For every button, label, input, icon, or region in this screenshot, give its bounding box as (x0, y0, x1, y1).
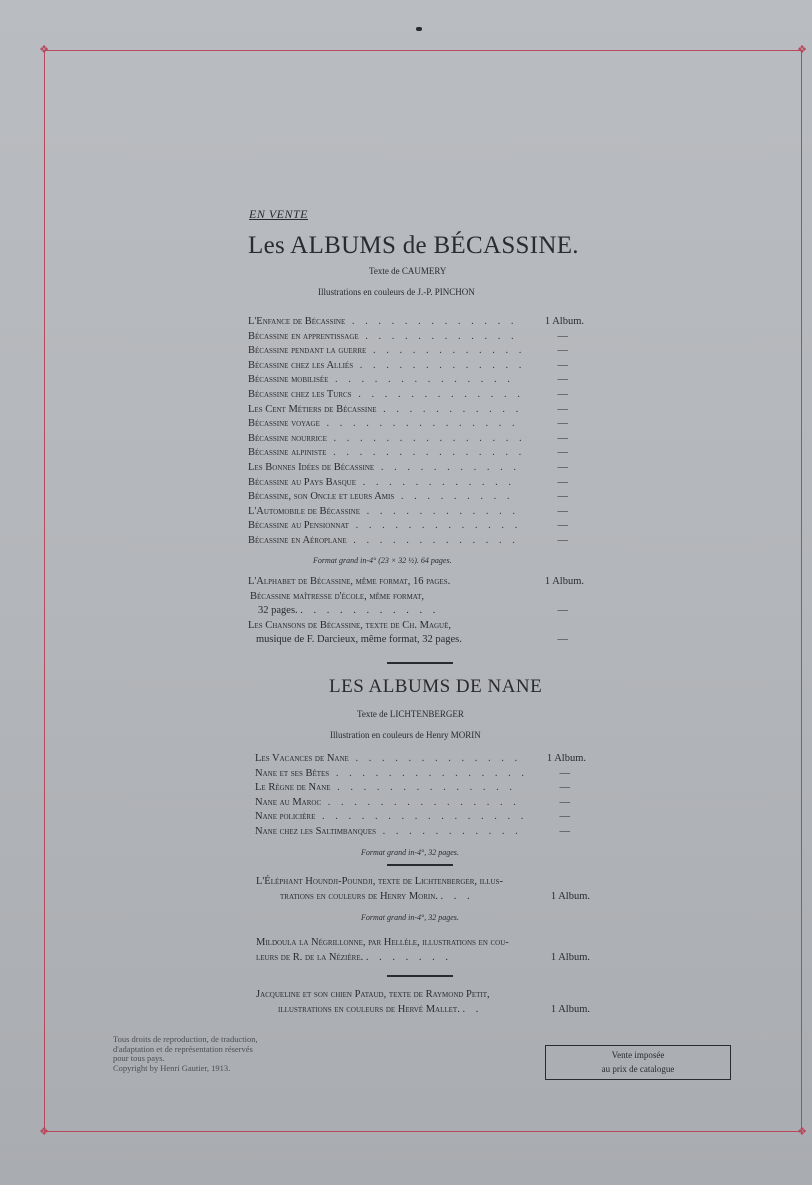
list-item (248, 575, 588, 590)
becassine-format: Format grand in-4° (23 × 32 ½). 64 pages. (313, 556, 452, 565)
chansons-detail: musique de F. Darcieux, même format, 32 pages. (256, 634, 462, 646)
album-title: Le Règne de Nane (255, 782, 331, 794)
list-item (248, 534, 588, 549)
album-title: Bécassine nourrice (248, 432, 327, 444)
leader-dots: . . . . . . . . . . . . . . . (321, 796, 520, 808)
album-title: Bécassine au Pays Basque (248, 476, 356, 488)
leader-dots: . . . . . . . . . . . (300, 605, 440, 617)
chansons-value: — (557, 634, 568, 646)
copyright-notice (113, 1035, 363, 1073)
list-item (248, 461, 588, 476)
album-count: — (557, 476, 568, 488)
becassine-album-list (248, 315, 588, 549)
album-count: — (557, 491, 568, 503)
leader-dots: . . . . . . . . . . . . . . . (326, 447, 526, 459)
leader-dots: . . . . . . . . . . . . . . . (319, 418, 519, 430)
elephant-line1: L'Éléphant Houndji-Poundji, texte de Lichtenberger, illus- (256, 876, 503, 887)
rights-line: Tous droits de reproduction, de traduction, (113, 1034, 258, 1044)
album-count: — (557, 505, 568, 517)
album-count: — (559, 825, 570, 837)
album-title: Les Vacances de Nane (255, 753, 349, 764)
album-title: Les Cent Métiers de Bécassine (248, 403, 377, 415)
leader-dots: . . . . . . . . . . . (376, 403, 523, 415)
jacqueline-entry (256, 988, 590, 1017)
album-title: Les Bonnes Idées de Bécassine (248, 461, 375, 473)
corner-ornament-icon: ❖ (797, 1126, 807, 1138)
album-count: — (557, 374, 568, 386)
maitresse-title: Bécassine maîtresse d'école, même format, (250, 590, 424, 602)
album-title: Bécassine voyage (248, 418, 320, 430)
leader-dots: . . . . . . . . . . . . . . (328, 374, 514, 386)
album-title: Nane au Maroc (255, 796, 322, 808)
maitresse-pages: 32 pages. (258, 605, 298, 617)
elephant-line2: trations en couleurs de Henry Morin. (280, 890, 438, 902)
jacqueline-value: 1 Album. (550, 1003, 590, 1015)
divider (387, 975, 453, 977)
leader-dots: . . . . . . . . . . . . (360, 505, 520, 517)
list-item (248, 432, 588, 447)
leader-dots: . . . . . . . . . . . . (366, 345, 526, 357)
en-vente-label: EN VENTE (249, 207, 309, 221)
leader-dots: . . . . . . . . . . . . (355, 476, 515, 488)
album-count: — (557, 432, 568, 444)
album-title: Nane et ses Bêtes (255, 767, 330, 779)
album-count: — (557, 359, 568, 371)
album-title: L'Enfance de Bécassine (248, 316, 346, 327)
list-item (248, 359, 588, 374)
rights-line: d'adaptation et de représentation réservés (113, 1043, 253, 1054)
album-count: — (557, 345, 568, 357)
album-title: Bécassine, son Oncle et leurs Amis (248, 491, 395, 503)
list-item (256, 951, 590, 966)
list-item (248, 344, 588, 359)
leader-dots: . . . . . . . . . . . (375, 825, 522, 837)
list-item (248, 633, 588, 648)
leader-dots: . . . (440, 890, 474, 902)
becassine-title: Les ALBUMS de BÉCASSINE. (248, 232, 579, 259)
album-count: — (557, 330, 568, 342)
list-item (248, 388, 588, 403)
list-item (256, 1003, 590, 1018)
leader-dots: . . . . . . . . . . . . . . . (329, 767, 528, 779)
nane-author: Texte de LICHTENBERGER (357, 709, 464, 719)
album-count: — (557, 461, 568, 473)
jacqueline-line2: illustrations en couleurs de Hervé Mallet. (278, 1003, 460, 1015)
leader-dots: . . . . . . . . . (394, 491, 514, 503)
list-item (248, 619, 588, 634)
list-item (248, 446, 588, 461)
album-title: Bécassine au Pensionnat (248, 520, 349, 532)
album-title: Bécassine pendant la guerre (248, 345, 367, 357)
album-count: — (557, 403, 568, 415)
jacqueline-line1: Jacqueline et son chien Pataud, texte de Raymond Petit, (256, 989, 490, 1000)
list-item (248, 590, 588, 605)
album-count: — (559, 767, 570, 779)
list-item (255, 825, 590, 840)
album-title: Bécassine chez les Alliés (248, 359, 354, 371)
price-notice-line: Vente imposée (611, 1050, 665, 1060)
alphabet-title: L'Alphabet de Bécassine, même format, 16 pages. (248, 576, 451, 587)
list-item (248, 476, 588, 491)
leader-dots: . . . . . . . . . . . . . (351, 388, 524, 400)
album-count: — (559, 811, 570, 823)
divider (387, 662, 453, 664)
list-item (255, 796, 590, 811)
album-count: 1 Album. (544, 316, 584, 327)
mildoula-entry (256, 936, 590, 965)
album-count: — (557, 520, 568, 532)
list-item (248, 490, 588, 505)
list-item (255, 781, 590, 796)
album-title: Nane policière (255, 811, 316, 823)
list-item (255, 752, 590, 767)
mildoula-line2: leurs de R. de la Nézière. (256, 951, 364, 963)
price-notice-line: au prix de catalogue (601, 1064, 675, 1074)
list-item (255, 767, 590, 782)
nane-illustrator: Illustration en couleurs de Henry MORIN (330, 730, 481, 740)
corner-ornament-icon: ❖ (39, 44, 49, 56)
leader-dots: . . . . . . . . . . . . (358, 330, 518, 342)
leader-dots: . . . . . . . . . . . . . (353, 359, 526, 371)
list-item (248, 330, 588, 345)
divider (387, 864, 453, 866)
album-count: 1 Album. (546, 753, 586, 764)
price-notice-box (545, 1045, 731, 1080)
album-title: Bécassine mobilisée (248, 374, 329, 386)
nane-format: Format grand in-4°, 32 pages. (361, 848, 459, 857)
rights-line: pour tous pays. (113, 1053, 165, 1063)
leader-dots: . . . . . . . . . . . . . . . . (315, 811, 528, 823)
list-item (248, 315, 588, 330)
becassine-extra-albums (248, 575, 588, 648)
leader-dots: . . . . . . . . . . . . . . . (326, 432, 526, 444)
maitresse-value: — (557, 605, 568, 617)
list-item (255, 810, 590, 825)
leader-dots: . . (462, 1003, 483, 1015)
album-count: — (557, 418, 568, 430)
leader-dots: . . . . . . . . . . . . . (348, 753, 522, 764)
leader-dots: . . . . . . . . . . . . . . (330, 782, 517, 794)
list-item (248, 403, 588, 418)
elephant-format: Format grand in-4°, 32 pages. (361, 913, 459, 922)
list-item (248, 604, 588, 619)
list-item (248, 373, 588, 388)
mildoula-value: 1 Album. (550, 951, 590, 963)
leader-dots: . . . . . . . . . . . . . (346, 534, 519, 546)
album-title: Bécassine en apprentissage (248, 330, 359, 342)
leader-dots: . . . . . . . . . . . . . (345, 316, 518, 327)
list-item (248, 519, 588, 534)
list-item (248, 505, 588, 520)
album-count: — (557, 447, 568, 459)
album-title: Bécassine chez les Turcs (248, 388, 352, 400)
leader-dots: . . . . . . . (365, 951, 452, 963)
album-count: — (557, 388, 568, 400)
album-count: — (557, 534, 568, 546)
elephant-value: 1 Album. (550, 890, 590, 902)
album-title: L'Automobile de Bécassine (248, 505, 361, 517)
nane-album-list (255, 752, 590, 840)
nane-title: LES ALBUMS DE NANE (329, 676, 543, 697)
album-title: Bécassine en Aéroplane (248, 534, 347, 546)
chansons-title: Les Chansons de Bécassine, texte de Ch. Maguë, (248, 619, 452, 631)
list-item (248, 417, 588, 432)
leader-dots: . . . . . . . . . . . (374, 461, 520, 473)
copyright-line: Copyright by Henri Gautier, 1913. (113, 1062, 231, 1073)
corner-ornament-icon: ❖ (797, 44, 807, 56)
album-title: Nane chez les Saltimbanques (255, 825, 376, 837)
ink-mark (416, 27, 422, 31)
becassine-illustrator: Illustrations en couleurs de J.-P. PINCHON (318, 287, 475, 297)
album-count: — (559, 782, 570, 794)
elephant-entry (256, 875, 590, 904)
album-count: — (559, 796, 570, 808)
alphabet-value: 1 Album. (544, 576, 584, 587)
becassine-author: Texte de CAUMERY (369, 266, 447, 276)
list-item (256, 890, 590, 905)
mildoula-line1: Mildoula la Négrillonne, par Hellèle, illustrations en cou- (256, 937, 509, 948)
album-title: Bécassine alpiniste (248, 447, 327, 459)
leader-dots: . . . . . . . . . . . . . (348, 520, 522, 532)
corner-ornament-icon: ❖ (39, 1126, 49, 1138)
